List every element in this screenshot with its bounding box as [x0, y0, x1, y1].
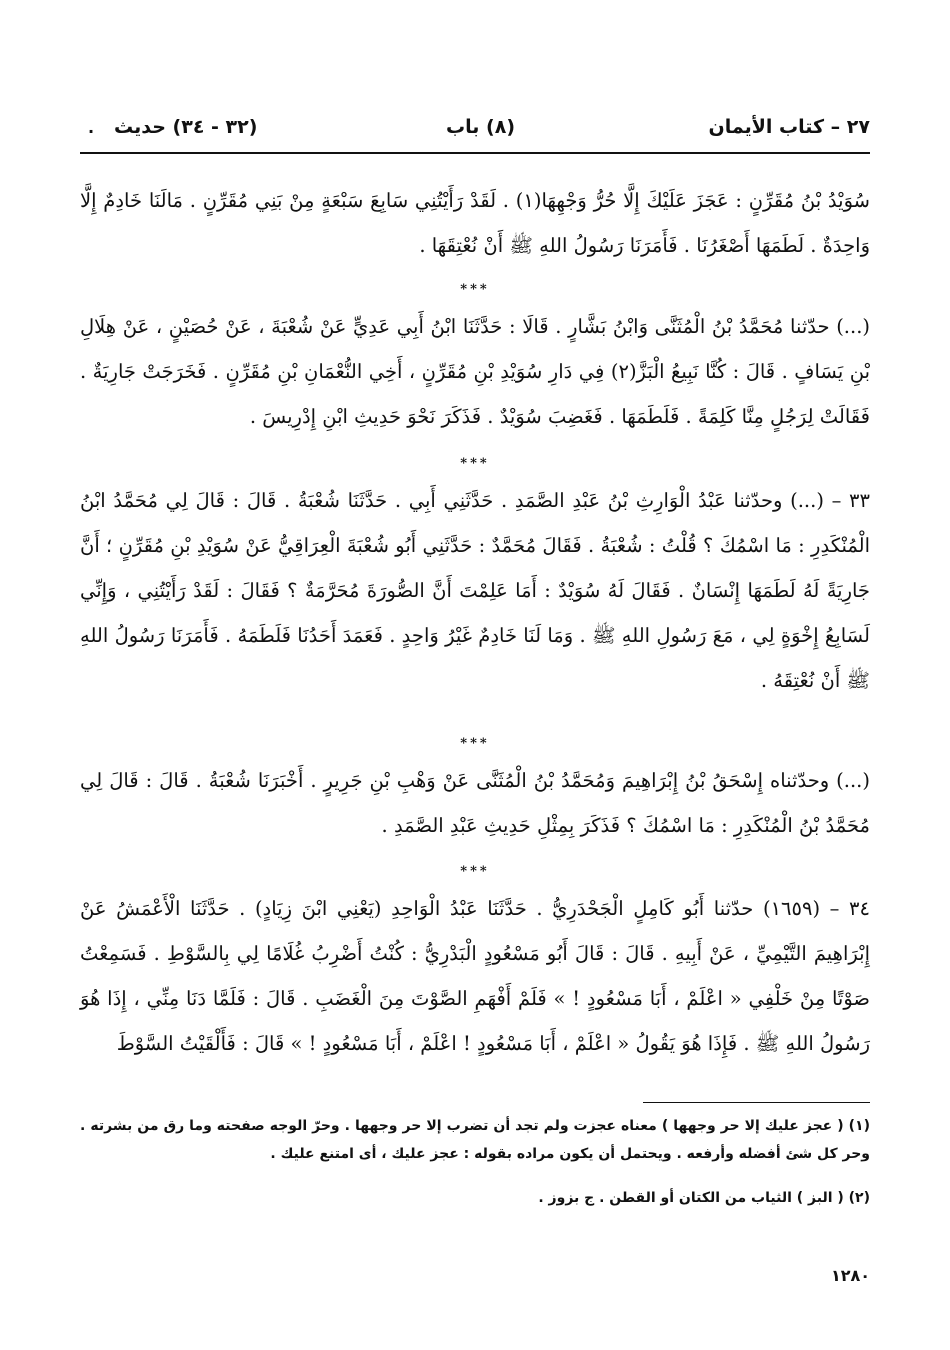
separator-stars: *** [460, 456, 490, 471]
hadith-text-1: سُوَيْدُ بْنُ مُقَرِّنٍ : عَجَزَ عَلَيْكَ إِلَّا حُرُّ وَجْهِهَا(١) . لَقَدْ رَأَيْتُنِي سَابِعَ سَبْعَةٍ مِنْ بَنِي مُقَرِّنٍ . مَالَنَا خَادِمٌ إِلَّا وَاحِدَةٌ . لَطَمَهَا أَصْغَرُنَا . فَأَمَرَنَا رَسُولُ اللهِ ﷺ أَنْ نُعْتِقَهَا . [80, 189, 870, 257]
hadith-text-2: (...) حدّثنا مُحَمَّدُ بْنُ الْمُثَنَّى وَابْنُ بَشَّارٍ . قَالَا : حَدَّثَنَا ابْنُ أَبِي عَدِيٍّ عَنْ شُعْبَةَ ، عَنْ حُصَيْنٍ ، عَنْ هِلَالِ بْنِ يَسَافٍ . قَالَ : كُنَّا نَبِيعُ الْبَزَّ(٢) فِي دَارِ سُوَيْدِ بْنِ مُقَرِّنٍ ، أَخِي النُّعْمَانِ بْنِ مُقَرِّنٍ . فَخَرَجَتْ جَارِيَةٌ . فَقَالَتْ لِرَجُلٍ مِنَّا كَلِمَةً . فَلَطَمَهَا . فَغَضِبَ سُوَيْدٌ . فَذَكَرَ نَحْوَ حَدِيثِ ابْنِ إِدْرِيسَ . [80, 315, 870, 428]
separator-stars: *** [460, 282, 490, 297]
hadith-range: (٣٢ - ٣٤) حديث [114, 116, 258, 138]
chapter-title: ٢٧ – كتاب الأيمان [708, 116, 870, 138]
separator-stars: *** [460, 864, 490, 879]
separator-stars: *** [460, 736, 490, 751]
header-dot: . [88, 118, 95, 137]
hadith-text-4: (...) وحدّثناه إِسْحَقُ بْنُ إِبْرَاهِيمَ وَمُحَمَّدُ بْنُ الْمُثَنَّى عَنْ وَهْبِ بْنِ جَرِيرٍ . أَخْبَرَنَا شُعْبَةُ . قَالَ : قَالَ لِي مُحَمَّدُ بْنُ الْمُنْكَدِرِ : مَا اسْمُكَ ؟ فَذَكَرَ بِمِثْلِ حَدِيثِ عَبْدِ الصَّمَدِ . [80, 769, 870, 837]
page-number: ١٢٨٠ [830, 1266, 870, 1285]
hadith-text-3: ٣٣ – (...) وحدّثنا عَبْدُ الْوَارِثِ بْنُ عَبْدِ الصَّمَدِ . حَدَّثَنِي أَبِي . حَدَّثَنَا شُعْبَةُ . قَالَ : قَالَ لِي مُحَمَّدُ ابْنُ الْمُنْكَدِرِ : مَا اسْمُكَ ؟ قُلْتُ : شُعْبَةُ . فَقَالَ مُحَمَّدٌ : حَدَّثَنِي أَبُو شُعْبَةَ الْعِرَاقِيُّ عَنْ سُوَيْدِ بْنِ مُقَرِّنٍ ؛ أَنَّ جَارِيَةً لَهُ لَطَمَهَا إِنْسَانٌ . فَقَالَ لَهُ سُوَيْدٌ : أَمَا عَلِمْتَ أَنَّ الصُّورَةَ مُحَرَّمَةٌ ؟ فَقَالَ : لَقَدْ رَأَيْتُنِي ، وَإِنِّي لَسَابِعُ إِخْوَةٍ لِي ، مَعَ رَسُولِ اللهِ ﷺ . وَمَا لَنَا خَادِمٌ غَيْرُ وَاحِدٍ . فَعَمَدَ أَحَدُنَا فَلَطَمَهُ . فَأَمَرَنَا رَسُولُ اللهِ ﷺ أَنْ نُعْتِقَهُ . [80, 489, 870, 692]
header-divider [80, 152, 870, 154]
running-header [80, 112, 870, 150]
section-label: (٨) باب [446, 116, 515, 138]
footnote-divider [643, 1102, 870, 1103]
footnote-1: (١) ( عجز عليك إلا حر وجهها ) معناه عجزت ولم تجد أن تضرب إلا حر وجهها . وحرّ الوجه صفحته وما رق من بشرته . وحر كل شئ أفضله وأرفعه . ويحتمل أن يكون مراده بقوله : عجز عليك ، أى امتنع عليك . [80, 1118, 870, 1162]
hadith-text-5: ٣٤ – (١٦٥٩) حدّثنا أَبُو كَامِلٍ الْجَحْدَرِيُّ . حَدَّثَنَا عَبْدُ الْوَاحِدِ (يَعْنِي ابْنَ زِيَادٍ) . حَدَّثَنَا الْأَعْمَشُ عَنْ إِبْرَاهِيمَ التَّيْمِيِّ ، عَنْ أَبِيهِ . قَالَ : قَالَ أَبُو مَسْعُودٍ الْبَدْرِيُّ : كُنْتُ أَضْرِبُ غُلَامًا لِي بِالسَّوْطِ . فَسَمِعْتُ صَوْتًا مِنْ خَلْفِي « اعْلَمْ ، أَبَا مَسْعُودٍ ! » فَلَمْ أَفْهَمِ الصَّوْتَ مِنَ الْغَضَبِ . قَالَ : فَلَمَّا دَنَا مِنِّي ، إِذَا هُوَ رَسُولُ اللهِ ﷺ . فَإِذَا هُوَ يَقُولُ « اعْلَمْ ، أَبَا مَسْعُودٍ ! اعْلَمْ ، أَبَا مَسْعُودٍ ! » قَالَ : فَأَلْقَيْتُ السَّوْطَ [80, 897, 870, 1055]
footnote-2: (٢) ( البز ) الثياب من الكتان أو القطن . ج بزوز . [538, 1190, 870, 1206]
